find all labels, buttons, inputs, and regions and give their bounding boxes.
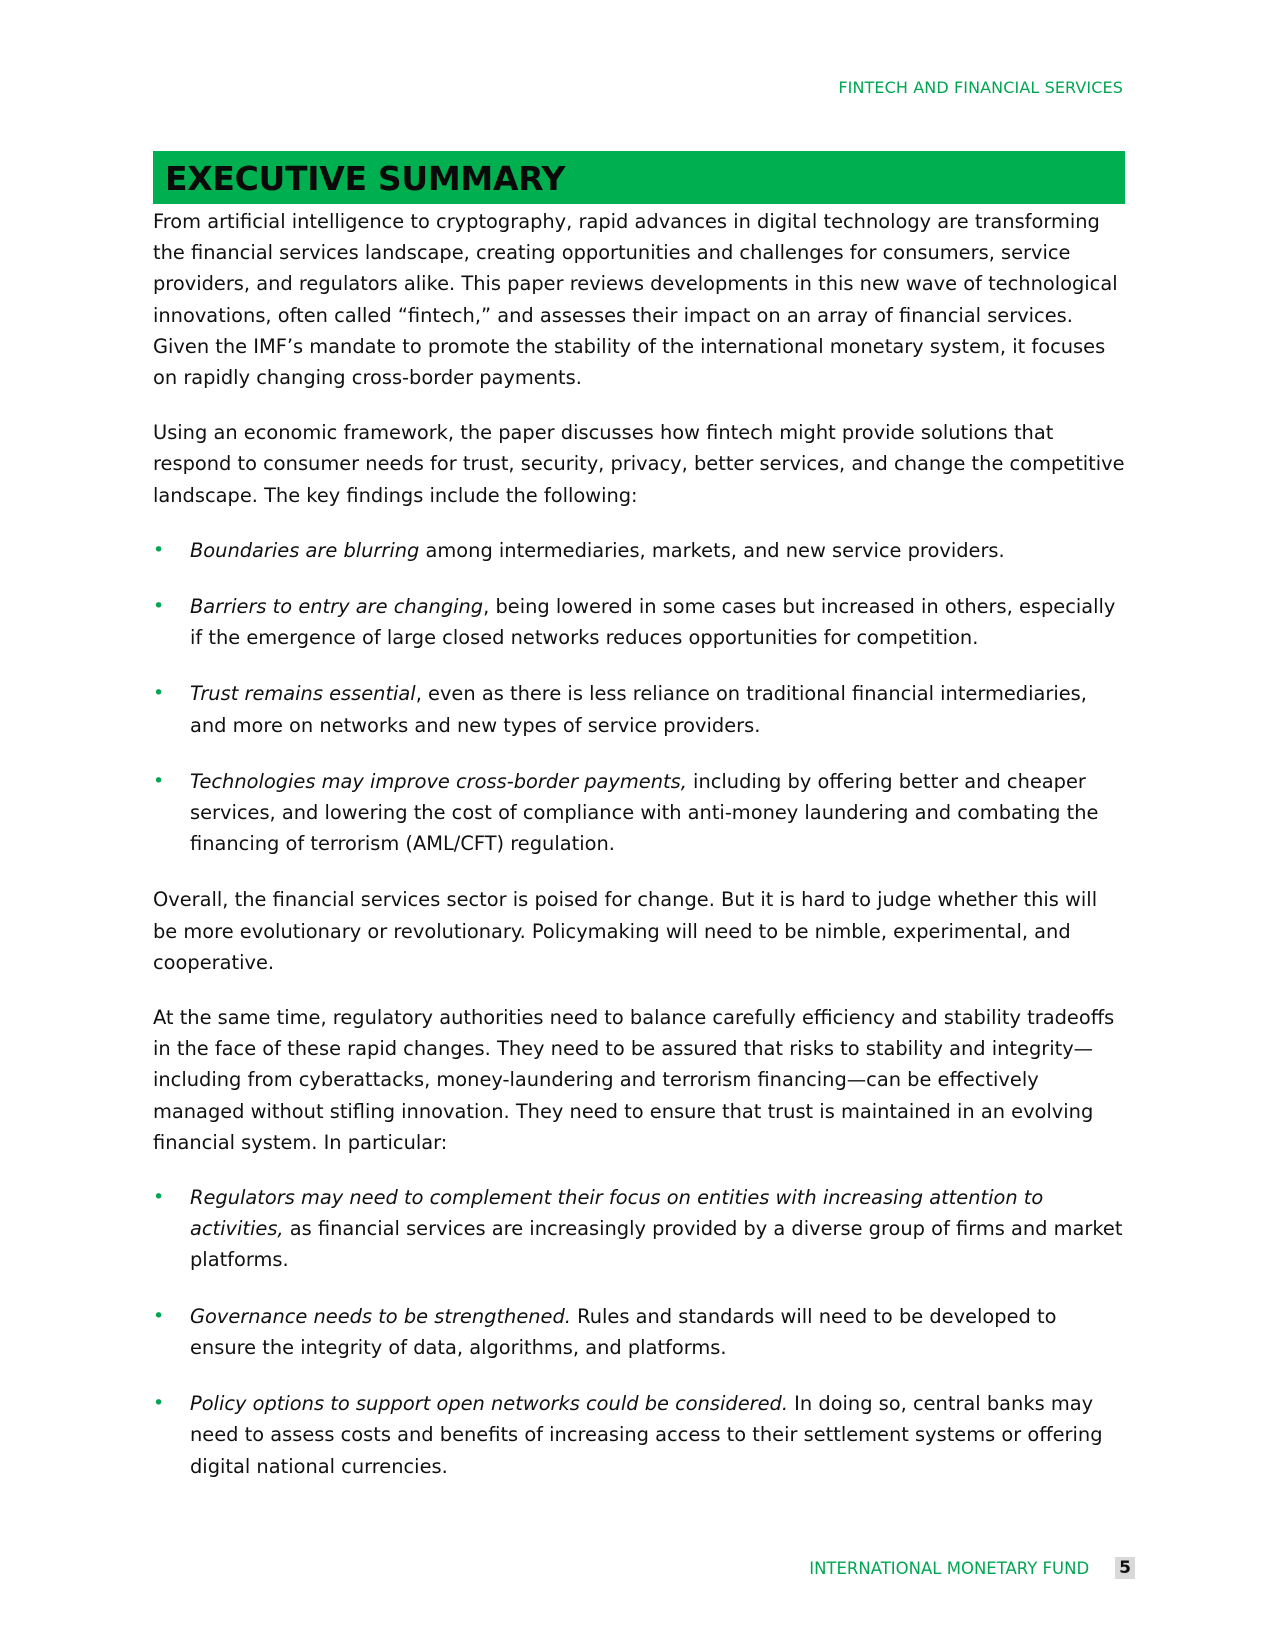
- finding-text: , being lowered in some cases but increased in others, especially if the emergence of large closed networks reduces opportunities for competition.: [190, 595, 1116, 650]
- framework-paragraph: Using an economic framework, the paper discusses how fintech might provide solutions that respond to consumer needs for trust, security, privacy, better services, and change the competitive landscape. The key findings include the following:: [153, 421, 1125, 507]
- policy-text: Rules and standards will need to be developed to ensure the integrity of data, algorithms, and platforms.: [190, 1304, 1057, 1359]
- intro-paragraph: From artificial intelligence to cryptography, rapid advances in digital technology are transforming the financial services landscape, creating opportunities and challenges for consumers, service providers, and regulators alike. This paper reviews developments in this new wave of technological innovations, often called “fintech,” and assesses their impact on an array of financial services. Given the IMF’s mandate to promote the stability of the international monetary system, it focuses on rapidly changing cross-border payments.: [153, 210, 1118, 390]
- policy-emphasis: Governance needs to be strengthened.: [190, 1304, 571, 1328]
- section-title: EXECUTIVE SUMMARY: [165, 159, 566, 198]
- list-item: [153, 1388, 1125, 1482]
- bullet-icon: •: [153, 769, 165, 792]
- finding-emphasis: Barriers to entry are changing: [190, 595, 484, 619]
- document-body: [153, 206, 1125, 1507]
- bullet-icon: •: [153, 1304, 165, 1327]
- finding-emphasis: Trust remains essential: [190, 682, 416, 706]
- footer-organization: INTERNATIONAL MONETARY FUND: [809, 1558, 1090, 1578]
- finding-emphasis: Technologies may improve cross-border payments,: [190, 769, 687, 793]
- list-item: [153, 1301, 1125, 1363]
- policy-list: [153, 1182, 1125, 1482]
- page-number: 5: [1115, 1557, 1135, 1579]
- policy-emphasis: Regulators may need to complement their focus on entities with increasing attention to activities,: [190, 1186, 1044, 1241]
- policy-text: In doing so, central banks may need to assess costs and benefits of increasing access to their settlement systems or offering digital national currencies.: [190, 1392, 1103, 1478]
- key-findings-list: [153, 535, 1125, 860]
- overall-paragraph: Overall, the financial services sector is poised for change. But it is hard to judge whether this will be more evolutionary or revolutionary. Policymaking will need to be nimble, experimental, and cooperative.: [153, 888, 1098, 974]
- policy-text: as financial services are increasingly provided by a diverse group of firms and market platforms.: [190, 1217, 1123, 1272]
- list-item: [153, 766, 1125, 860]
- list-item: [153, 678, 1125, 740]
- bullet-icon: •: [153, 595, 165, 618]
- page-footer: [809, 1557, 1135, 1579]
- finding-emphasis: Boundaries are blurring: [190, 538, 420, 562]
- list-item: [153, 591, 1125, 653]
- regulatory-paragraph: At the same time, regulatory authorities need to balance carefully efficiency and stability tradeoffs in the face of these rapid changes. They need to be assured that risks to stability and integrity—including from cyberattacks, money-laundering and terrorism financing—can be effectively managed without stifling innovation. They need to ensure that trust is maintained in an evolving financial system. In particular:: [153, 1006, 1115, 1154]
- bullet-icon: •: [153, 1186, 165, 1209]
- finding-text: including by offering better and cheaper services, and lowering the cost of compliance with anti-money laundering and combating the financing of terrorism (AML/CFT) regulation.: [190, 769, 1099, 856]
- bullet-icon: •: [153, 1392, 165, 1415]
- finding-text: , even as there is less reliance on traditional financial intermediaries, and more on networks and new types of service providers.: [190, 682, 1087, 737]
- policy-emphasis: Policy options to support open networks could be considered.: [190, 1392, 789, 1416]
- finding-text: among intermediaries, markets, and new service providers.: [419, 538, 1005, 562]
- bullet-icon: •: [153, 682, 165, 705]
- section-banner: [153, 151, 1125, 204]
- list-item: [153, 1182, 1125, 1276]
- running-header: FINTECH AND FINANCIAL SERVICES: [838, 78, 1123, 97]
- list-item: [153, 535, 1125, 566]
- bullet-icon: •: [153, 538, 165, 561]
